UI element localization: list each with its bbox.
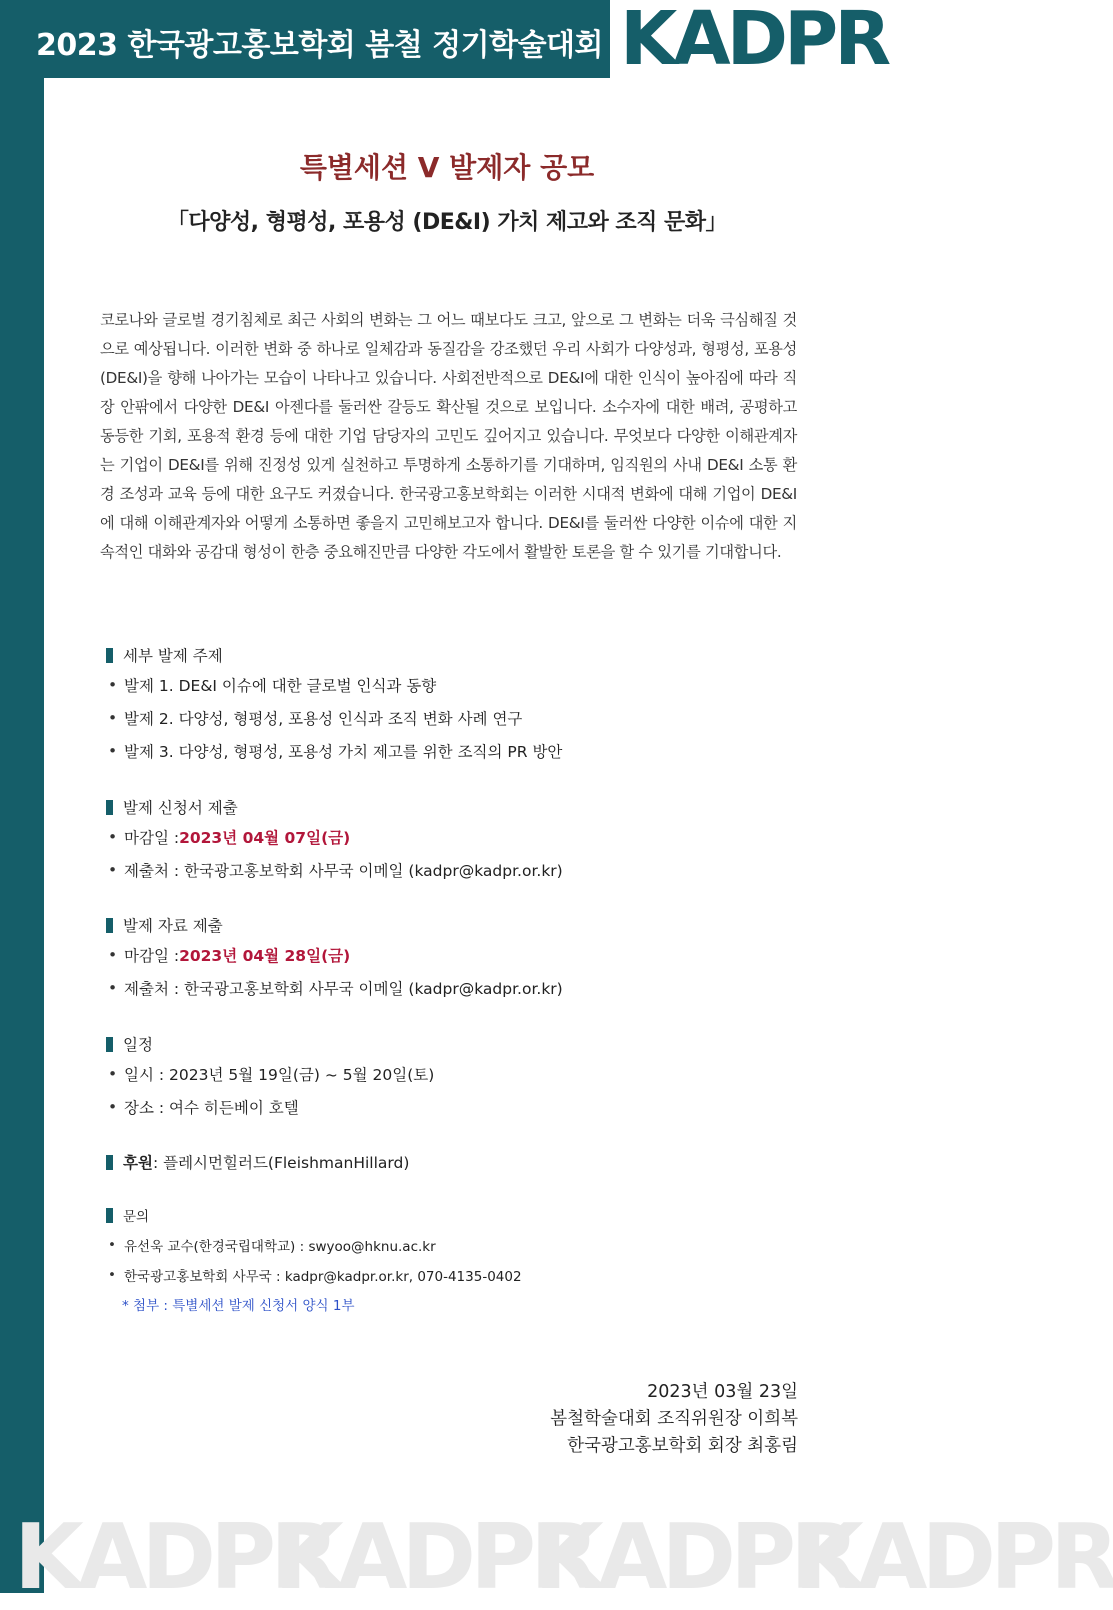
list-item bbox=[106, 1261, 522, 1289]
schedule-date: 일시 : 2023년 5월 19일(금) ~ 5월 20일(토) bbox=[124, 1065, 435, 1084]
signature-date: 2023년 03월 23일 bbox=[647, 1382, 798, 1402]
square-bullet-icon bbox=[106, 1208, 113, 1223]
footer-logo-watermark: KADPR bbox=[534, 1505, 854, 1610]
section-heading-label: 발제 신청서 제출 bbox=[123, 799, 238, 817]
topic-2: 발제 2. 다양성, 형평성, 포용성 인식과 조직 변화 사례 연구 bbox=[124, 709, 523, 728]
deadline-value: 2023년 04월 28일(금) bbox=[179, 946, 351, 965]
section-heading-label: 발제 자료 제출 bbox=[123, 917, 223, 935]
submit-info: 제출처 : 한국광고홍보학회 사무국 이메일 (kadpr@kadpr.or.kr) bbox=[124, 979, 563, 998]
footer-logo-watermark: KADPR bbox=[794, 1505, 1113, 1610]
section-heading bbox=[106, 794, 563, 820]
topics-section bbox=[106, 642, 562, 767]
dot-icon: • bbox=[108, 708, 118, 727]
schedule-section bbox=[106, 1031, 434, 1123]
section-heading bbox=[106, 1031, 434, 1057]
contact-1: 유선욱 교수(한경국립대학교) : swyoo@hknu.ac.kr bbox=[124, 1238, 436, 1255]
submit-info: 제출처 : 한국광고홍보학회 사무국 이메일 (kadpr@kadpr.or.kr) bbox=[124, 861, 563, 880]
section-heading-label: 세부 발제 주제 bbox=[123, 647, 223, 665]
dot-icon: • bbox=[108, 1097, 118, 1116]
section-heading-label: 일정 bbox=[123, 1036, 153, 1054]
topic-1: 발제 1. DE&I 이슈에 대한 글로벌 인식과 동향 bbox=[124, 676, 437, 695]
list-item bbox=[106, 938, 563, 971]
dot-icon: • bbox=[108, 827, 118, 846]
footer-logo-pattern bbox=[14, 1493, 1113, 1610]
dot-icon: • bbox=[108, 675, 118, 694]
section-heading bbox=[106, 912, 563, 938]
schedule-place: 장소 : 여수 히든베이 호텔 bbox=[124, 1098, 299, 1117]
dot-icon: • bbox=[108, 978, 118, 997]
dot-icon: • bbox=[108, 1236, 116, 1253]
contact-section bbox=[106, 1202, 522, 1319]
intro-paragraph: 코로나와 글로벌 경기침체로 최근 사회의 변화는 그 어느 때보다도 크고, 앞으로 그 변화는 더욱 극심해질 것으로 예상됩니다. 이러한 변화 중 하나로 일체감과 동질감을 강조했던 우리 사회가 다양성과, 형평성, 포용성(DE&I)을 향해 나아가는 모습이 나타나고 있습니다. 사회전반적으로 DE&I에 대한 인식이 높아짐에 따라 직장 안팎에서 다양한 DE&I 아젠다를 둘러싼 갈등도 확산될 것으로 보입니다. 소수자에 대한 배려, 공평하고 동등한 기회, 포용적 환경 등에 대한 기업 담당자의 고민도 깊어지고 있습니다. 무엇보다 다양한 이해관계자는 기업이 DE&I를 위해 진정성 있게 실천하고 투명하게 소통하기를 기대하며, 임직원의 사내 DE&I 소통 환경 조성과 교육 등에 대한 요구도 커졌습니다. 한국광고홍보학회는 이러한 시대적 변화에 대해 기업이 DE&I에 대해 이해관계자와 어떻게 소통하면 좋을지 고민해보고자 합니다. DE&I를 둘러싼 다양한 이슈에 대한 지속적인 대화와 공감대 형성이 한층 중요해진만큼 다양한 각도에서 활발한 토론을 할 수 있기를 기대합니다. bbox=[100, 311, 797, 561]
dot-icon: • bbox=[108, 1064, 118, 1083]
list-item bbox=[106, 1090, 434, 1123]
list-item bbox=[106, 668, 562, 701]
contact-2: 한국광고홍보학회 사무국 : kadpr@kadpr.or.kr, 070-4135-0402 bbox=[124, 1269, 522, 1285]
section-heading-label: 문의 bbox=[123, 1209, 150, 1225]
square-bullet-icon bbox=[106, 1155, 113, 1170]
dot-icon: • bbox=[108, 741, 118, 760]
square-bullet-icon bbox=[106, 918, 113, 933]
list-item bbox=[106, 853, 563, 886]
signature-block bbox=[550, 1379, 798, 1460]
footer-logo-watermark: KADPR bbox=[274, 1505, 594, 1610]
kadpr-logo: KADPR bbox=[610, 0, 850, 78]
materials-section bbox=[106, 912, 563, 1004]
left-brand-bar bbox=[0, 0, 44, 1593]
footer-logo-watermark: KADPR bbox=[14, 1505, 334, 1610]
square-bullet-icon bbox=[106, 1037, 113, 1052]
signature-line-2: 한국광고홍보학회 회장 최홍림 bbox=[567, 1436, 798, 1456]
section-heading bbox=[106, 642, 562, 668]
list-item bbox=[106, 820, 563, 853]
section-heading bbox=[106, 1202, 522, 1228]
deadline-value: 2023년 04월 07일(금) bbox=[179, 828, 351, 847]
deadline-label: 마감일 : bbox=[124, 828, 180, 847]
list-item bbox=[106, 701, 562, 734]
topic-3: 발제 3. 다양성, 형평성, 포용성 가치 제고를 위한 조직의 PR 방안 bbox=[124, 742, 563, 761]
sponsor-value: : 플레시먼힐러드(FleishmanHillard) bbox=[152, 1154, 410, 1172]
signature-line-1: 봄철학술대회 조직위원장 이희복 bbox=[550, 1409, 798, 1429]
sponsor-section bbox=[106, 1149, 409, 1175]
deadline-label: 마감일 : bbox=[124, 946, 180, 965]
dot-icon: • bbox=[108, 1267, 116, 1283]
page-subtitle: 「다양성, 형평성, 포용성 (DE&I) 가치 제고와 조직 문화」 bbox=[166, 210, 728, 235]
square-bullet-icon bbox=[106, 800, 113, 815]
list-item bbox=[106, 1228, 522, 1261]
dot-icon: • bbox=[108, 945, 118, 964]
list-item bbox=[106, 734, 562, 767]
list-item bbox=[106, 1057, 434, 1090]
square-bullet-icon bbox=[106, 648, 113, 663]
section-heading bbox=[106, 1149, 409, 1175]
page-title: 특별세션 V 발제자 공모 bbox=[299, 151, 595, 184]
application-section bbox=[106, 794, 563, 886]
attachment-note: * 첨부 : 특별세션 발제 신청서 양식 1부 bbox=[122, 1298, 355, 1314]
conference-title: 2023 한국광고홍보학회 봄철 정기학술대회 bbox=[36, 28, 604, 63]
list-item bbox=[106, 971, 563, 1004]
sponsor-label: 후원 bbox=[123, 1154, 153, 1172]
dot-icon: • bbox=[108, 860, 118, 879]
